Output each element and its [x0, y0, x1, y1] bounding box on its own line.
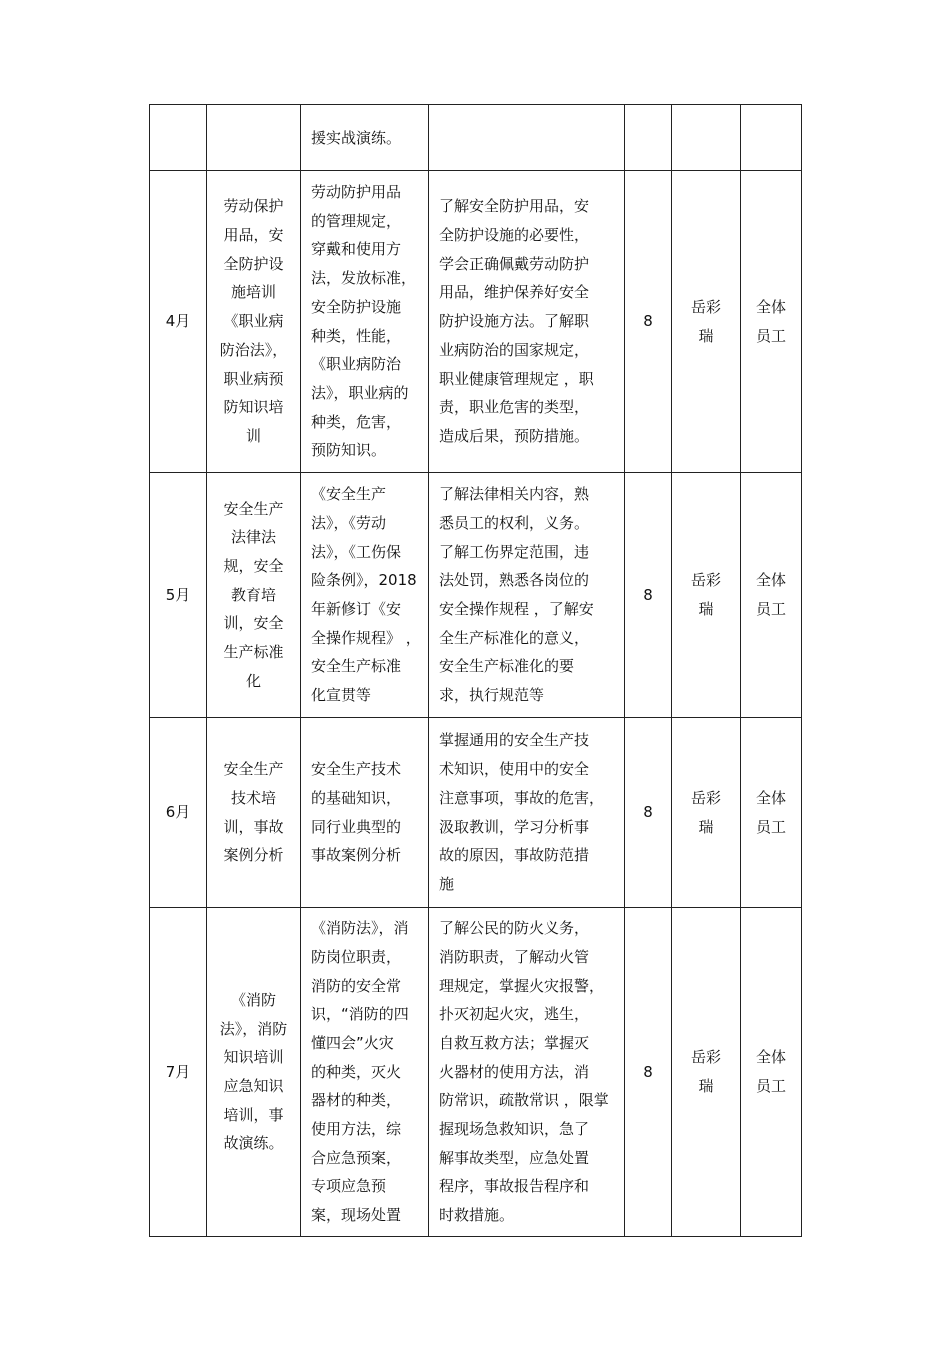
goal-cell: 了解安全防护用品，安 全防护设施的必要性， 学会正确佩戴劳动防护 用品，维护保养好安全 防护设施方法。了解职 业病防治的国家规定， 职业健康管理规定 ，职 责，职业危害的类型， 造成后果，预防措施。: [429, 171, 625, 473]
hours-cell: 8: [625, 171, 672, 473]
goal-cell: [429, 105, 625, 171]
goal-cell: 掌握通用的安全生产技 术知识，使用中的安全 注意事项，事故的危害， 汲取教训，学习分析事 故的原因，事故防范措 施: [429, 718, 625, 908]
topic-cell: 劳动保护 用品，安 全防护设 施培训 《职业病 防治法》， 职业病预 防知识培 训: [207, 171, 301, 473]
month-cell: 7月: [150, 908, 207, 1237]
topic-cell: 安全生产 技术培 训，事故 案例分析: [207, 718, 301, 908]
topic-cell: 安全生产 法律法 规，安全 教育培 训，安全 生产标准 化: [207, 473, 301, 718]
teacher-cell: [672, 105, 741, 171]
hours-cell: 8: [625, 718, 672, 908]
topic-cell: [207, 105, 301, 171]
hours-cell: [625, 105, 672, 171]
content-cell: 援实战演练。: [301, 105, 429, 171]
content-cell: 安全生产技术 的基础知识， 同行业典型的 事故案例分析: [301, 718, 429, 908]
month-cell: [150, 105, 207, 171]
month-cell: 4月: [150, 171, 207, 473]
table-row: [150, 718, 802, 908]
trainee-cell: 全体 员工: [741, 171, 802, 473]
content-cell: 《消防法》，消 防岗位职责， 消防的安全常 识，“消防的四 懂四会”火灾 的种类，灭火 器材的种类， 使用方法，综 合应急预案， 专项应急预 案，现场处置: [301, 908, 429, 1237]
teacher-cell: 岳彩 瑞: [672, 908, 741, 1237]
trainee-cell: 全体 员工: [741, 908, 802, 1237]
trainee-cell: 全体 员工: [741, 473, 802, 718]
month-cell: 6月: [150, 718, 207, 908]
training-plan-table: [149, 104, 802, 1237]
trainee-cell: [741, 105, 802, 171]
content-cell: 劳动防护用品 的管理规定， 穿戴和使用方 法，发放标准， 安全防护设施 种类，性能， 《职业病防治 法》，职业病的 种类，危害， 预防知识。: [301, 171, 429, 473]
teacher-cell: 岳彩 瑞: [672, 171, 741, 473]
table-row: [150, 908, 802, 1237]
table-row: [150, 473, 802, 718]
goal-cell: 了解公民的防火义务， 消防职责，了解动火管 理规定，掌握火灾报警， 扑灭初起火灾，逃生， 自救互救方法；掌握灭 火器材的使用方法，消 防常识，疏散常识 ，限掌 握现场急救知识，急了 解事故类型，应急处置 程序，事故报告程序和 时救措施。: [429, 908, 625, 1237]
content-cell: 《安全生产 法》，《劳动 法》，《工伤保 险条例》，2018 年新修订《安 全操作规程》 ， 安全生产标准 化宣贯等: [301, 473, 429, 718]
trainee-cell: 全体 员工: [741, 718, 802, 908]
teacher-cell: 岳彩 瑞: [672, 473, 741, 718]
teacher-cell: 岳彩 瑞: [672, 718, 741, 908]
table-row: [150, 105, 802, 171]
table-row: [150, 171, 802, 473]
hours-cell: 8: [625, 473, 672, 718]
goal-cell: 了解法律相关内容，熟 悉员工的权利，义务。 了解工伤界定范围，违 法处罚，熟悉各岗位的 安全操作规程 ，了解安 全生产标准化的意义， 安全生产标准化的要 求，执行规范等: [429, 473, 625, 718]
topic-cell: 《消防 法》，消防 知识培训 应急知识 培训，事 故演练。: [207, 908, 301, 1237]
month-cell: 5月: [150, 473, 207, 718]
hours-cell: 8: [625, 908, 672, 1237]
